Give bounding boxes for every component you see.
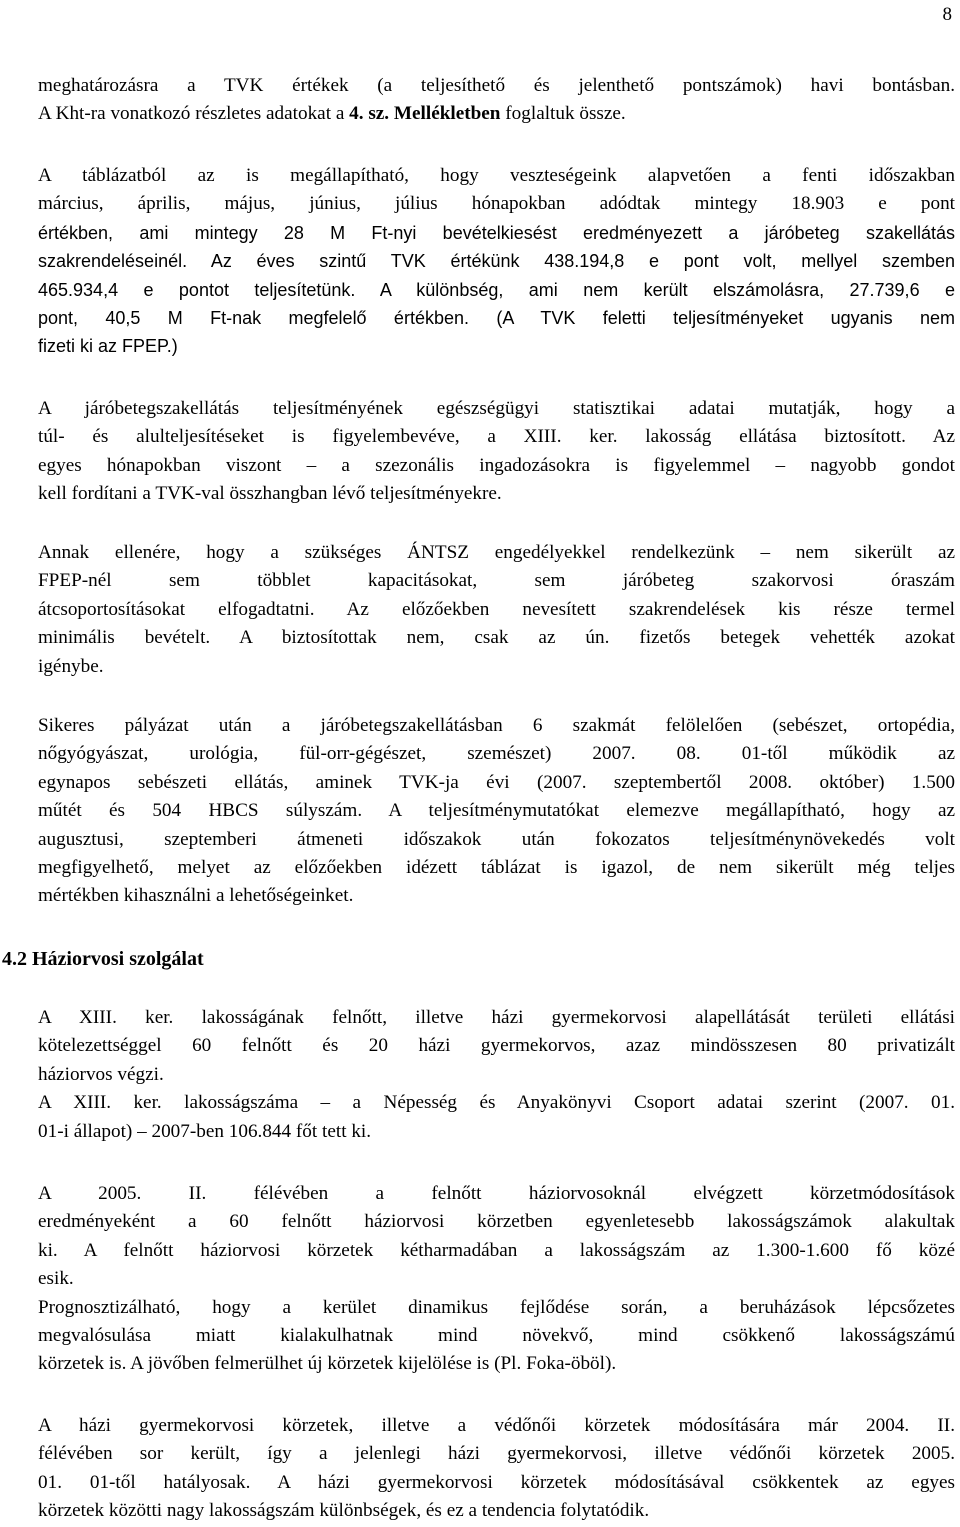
text-line: egyes hónapokban viszont – a szezonális ingadozásokra is figyelemmel – nagyobb gondot xyxy=(38,454,955,476)
text-line: szakrendeléseinél. Az éves szintű TVK értékünk 438.194,8 e pont volt, mellyel szemben xyxy=(38,251,955,272)
text-line: A XIII. ker. lakosságszáma – a Népesség és Anyakönyvi Csoport adatai szerint (2007. 01. xyxy=(38,1092,955,1114)
annex-reference: 4. sz. Mellékletben xyxy=(349,103,501,125)
text-line: A táblázatból az is megállapítható, hogy veszteségeink alapvetően a fenti időszakban xyxy=(38,165,955,186)
text-line: kötelezettséggel 60 felnőtt és 20 házi gyermekorvos, azaz mindösszesen 80 privatizált xyxy=(38,1035,955,1057)
text-line: nőgyógyászat, urológia, fül-orr-gégészet, szemészet) 2007. 08. 01-től működik az xyxy=(38,743,955,765)
text-line: mértékben kihasználni a lehetőségeinket. xyxy=(38,885,354,907)
text-line: Sikeres pályázat után a járóbetegszakellátásban 6 szakmát felölelően (sebészet, ortopédia, xyxy=(38,715,955,736)
text-line: 01. 01-től hatályosak. A házi gyermekorvosi körzetek módosításával csökkentek az egyes xyxy=(38,1471,955,1493)
text-line: meghatározásra a TVK értékek (a teljesíthető és jelenthető pontszámok) havi bontásban. xyxy=(38,75,955,96)
text-line: Prognosztizálható, hogy a kerület dinamikus fejlődése során, a beruházások lépcsőzetes xyxy=(38,1296,955,1318)
text-line: FPEP-nél sem többlet kapacitásokat, sem járóbeteg szakorvosi óraszám xyxy=(38,570,955,592)
text-line: minimális bevételt. A biztosítottak nem, csak az ún. fizetős betegek vehették azokat xyxy=(38,627,955,649)
page-number: 8 xyxy=(942,4,952,25)
text-line: háziorvos végzi. xyxy=(38,1063,164,1085)
text-line: megvalósulása miatt kialakulhatnak mind növekvő, mind csökkenő lakosságszámú xyxy=(38,1325,955,1347)
paragraph-statistics xyxy=(38,395,955,509)
paragraph-day-surgery xyxy=(38,712,955,911)
text-line: átcsoportosításokat elfogadtatni. Az előzőekben nevesített szakrendelések kis része termel xyxy=(38,598,955,620)
text-line: félévében sor került, így a jelenlegi házi gyermekorvosi, illetve védőnői körzetek 2005. xyxy=(38,1443,955,1465)
text-line: A Kht-ra vonatkozó részletes adatokat a 4. sz. Mellékletben foglaltuk össze. xyxy=(38,103,626,125)
text-line: igénybe. xyxy=(38,655,104,677)
text-line: A 2005. II. félévében a felnőtt háziorvosoknál elvégzett körzetmódosítások xyxy=(38,1183,955,1204)
paragraph-gp-service xyxy=(38,1004,955,1146)
text-line: ki. A felnőtt háziorvosi körzetek kétharmadában a lakosságszám az 1.300-1.600 fő közé xyxy=(38,1239,955,1261)
text-line: augusztusi, szeptemberi átmeneti időszakok után fokozatos teljesítménynövekedés volt xyxy=(38,828,955,850)
text-line: eredményeként a 60 felnőtt háziorvosi körzetben egyenletesebb lakosságszámok alakultak xyxy=(38,1211,955,1233)
text-line: körzetek is. A jövőben felmerülhet új körzetek kijelölése is (Pl. Foka-öböl). xyxy=(38,1353,617,1375)
text-line: értékben, ami mintegy 28 M Ft-nyi bevételkiesést eredményezett a járóbeteg szakellátás xyxy=(38,222,955,243)
text-line: esik. xyxy=(38,1268,74,1290)
section-heading: 4.2 Háziorvosi szolgálat xyxy=(2,948,204,970)
paragraph-pediatric xyxy=(38,1412,955,1526)
text-line: A járóbetegszakellátás teljesítményének egészségügyi statisztikai adatai mutatják, hogy a xyxy=(38,398,955,419)
paragraph-antsz xyxy=(38,539,955,681)
text-line: Annak ellenére, hogy a szükséges ÁNTSZ engedélyekkel rendelkezünk – nem sikerült az xyxy=(38,542,955,563)
text-line: A házi gyermekorvosi körzetek, illetve a védőnői körzetek módosítására már 2004. II. xyxy=(38,1415,955,1436)
text-line: pont, 40,5 M Ft-nak megfelelő értékben. (A TVK feletti teljesítményeket ugyanis nem xyxy=(38,308,955,329)
text-line: 01-i állapot) – 2007-ben 106.844 főt tett ki. xyxy=(38,1120,372,1142)
text-line: fizeti ki az FPEP.) xyxy=(38,336,178,357)
text-line: március, április, május, június, július hónapokban adódtak mintegy 18.903 e pont xyxy=(38,193,955,215)
text-line: 465.934,4 e pontot teljesítetünk. A különbség, ami nem került elszámolásra, 27.739,6 e xyxy=(38,279,955,300)
paragraph-losses xyxy=(38,162,955,361)
text-line: körzetek közötti nagy lakosságszám különbségek, és ez a tendencia folytatódik. xyxy=(38,1500,650,1522)
paragraph-districts xyxy=(38,1180,955,1379)
text-line: egynapos sebészeti ellátás, aminek TVK-ja évi (2007. szeptembertől 2008. október) 1.500 xyxy=(38,771,955,793)
paragraph-tvk-intro xyxy=(38,72,955,129)
text-line: A XIII. ker. lakosságának felnőtt, illetve házi gyermekorvosi alapellátását területi ellátási xyxy=(38,1007,955,1028)
text-line: megfigyelhető, melyet az előzőekben idézett táblázat is igazol, de nem sikerült még teljes xyxy=(38,857,955,879)
text-line: műtét és 504 HBCS súlyszám. A teljesítménymutatókat elemezve megállapítható, hogy az xyxy=(38,800,955,822)
text-line: túl- és alulteljesítéseket is figyelembevéve, a XIII. ker. lakosság ellátása biztosított. Az xyxy=(38,426,955,448)
text-line: kell fordítani a TVK-val összhangban lévő teljesítményekre. xyxy=(38,483,502,505)
